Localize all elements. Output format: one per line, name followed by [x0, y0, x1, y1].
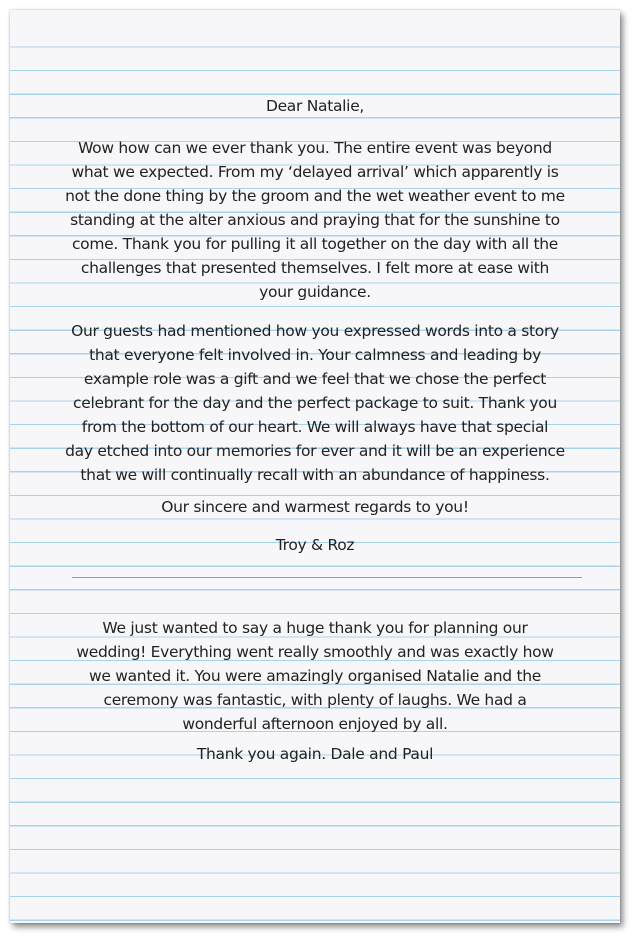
text-line: standing at the alter anxious and praying that for the sunshine to — [70, 211, 560, 229]
text-line: we wanted it. You were amazingly organised Natalie and the — [88, 667, 541, 685]
text-line: Wow how can we ever thank you. The entire event was beyond — [78, 139, 552, 157]
letter2-signature: Thank you again. Dale and Paul — [196, 745, 434, 763]
text-line: celebrant for the day and the perfect package to suit. Thank you — [73, 394, 557, 412]
section-divider — [72, 577, 582, 578]
letter1-paragraph2 — [50, 319, 580, 487]
letter2-paragraph — [50, 616, 580, 736]
letter1-salutation: Dear Natalie, — [265, 97, 365, 115]
text-line: example role was a gift and we feel that we chose the perfect — [83, 370, 547, 388]
text-line: not the done thing by the groom and the wet weather event to me — [65, 187, 565, 205]
text-line: Our guests had mentioned how you expressed words into a story — [71, 322, 559, 340]
text-line: that we will continually recall with an abundance of happiness. — [80, 466, 550, 484]
text-line: what we expected. From my ‘delayed arrival’ which apparently is — [71, 163, 559, 181]
text-line: wedding! Everything went really smoothly and was exactly how — [76, 643, 554, 661]
lined-paper — [10, 10, 620, 923]
text-line: We just wanted to say a huge thank you for planning our — [102, 619, 528, 637]
text-line: wonderful afternoon enjoyed by all. — [182, 715, 448, 733]
text-line: your guidance. — [259, 283, 371, 301]
text-line: challenges that presented themselves. I felt more at ease with — [80, 259, 550, 277]
text-line: from the bottom of our heart. We will always have that special — [81, 418, 549, 436]
text-line: that everyone felt involved in. Your calmness and leading by — [89, 346, 541, 364]
text-line: come. Thank you for pulling it all together on the day with all the — [71, 235, 559, 253]
text-line: ceremony was fantastic, with plenty of laughs. We had a — [103, 691, 527, 709]
letter1-regards: Our sincere and warmest regards to you! — [161, 498, 469, 516]
letter1-signature: Troy & Roz — [275, 536, 355, 554]
text-line: day etched into our memories for ever and it will be an experience — [65, 442, 565, 460]
letter1-paragraph1 — [50, 136, 580, 304]
